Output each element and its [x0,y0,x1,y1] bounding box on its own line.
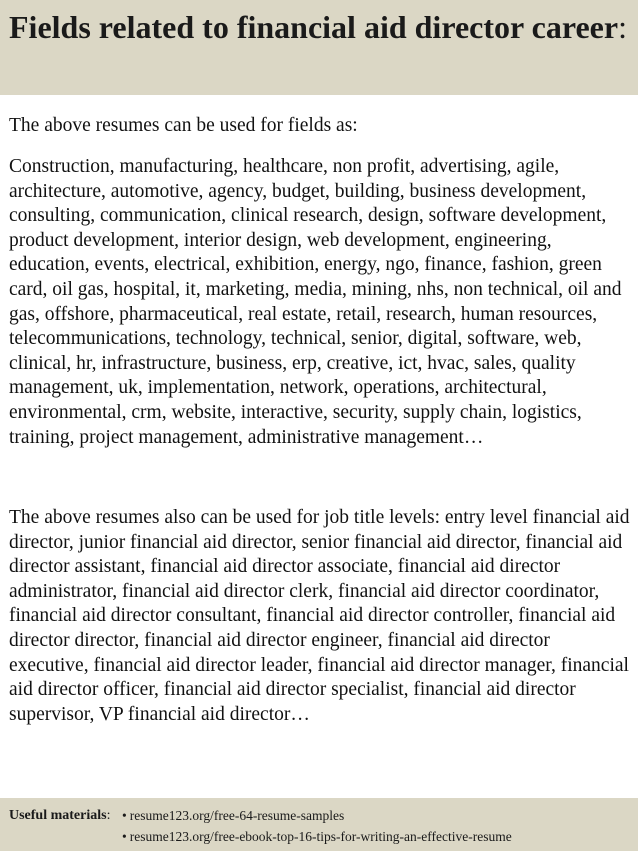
page-title-colon: : [618,9,627,45]
useful-materials-label-text: Useful materials [9,808,107,823]
resource-link-text[interactable]: resume123.org/free-64-resume-samples [129,808,345,823]
fields-paragraph: Construction, manufacturing, healthcare, non profit, advertising, agile, architecture, automotive, agency, budget, building, business development, consulting, communication, clinical research, design, software development, product development, interior design, web development, engineering, education, events, electrical, exhibition, energy, ngo, finance, fashion, green card, oil gas, hospital, it, marketing, media, mining, nhs, non technical, oil and gas, offshore, pharmaceutical, real estate, retail, research, human resources, telecommunications, technology, technical, senior, digital, software, web, clinical, hr, infrastructure, business, erp, creative, ict, hvac, sales, quality management, uk, implementation, network, operations, architectural, environmental, crm, website, interactive, security, supply chain, logistics, training, project management, administrative management… [9,156,622,448]
resource-link-resume-samples[interactable] [122,807,344,825]
bullet-icon: • [122,829,127,844]
page-title [9,7,629,47]
bullet-icon: • [122,808,127,823]
intro-paragraph: The above resumes can be used for fields as: [9,115,358,136]
resource-link-text[interactable]: resume123.org/free-ebook-top-16-tips-for-writing-an-effective-resume [129,829,512,844]
useful-materials-label [9,807,110,825]
page-title-text: Fields related to financial aid director career [9,9,619,45]
resource-link-ebook-tips[interactable] [122,828,512,846]
job-levels-paragraph: The above resumes also can be used for job title levels: entry level financial aid director, junior financial aid director, senior financial aid director, financial aid director assistant, financial aid director associate, financial aid director administrator, financial aid director clerk, financial aid director coordinator, financial aid director consultant, financial aid director controller, financial aid director director, financial aid director engineer, financial aid director executive, financial aid director leader, financial aid director manager, financial aid director officer, financial aid director specialist, financial aid director supervisor, VP financial aid director… [9,507,630,725]
useful-materials-label-colon: : [106,808,111,823]
